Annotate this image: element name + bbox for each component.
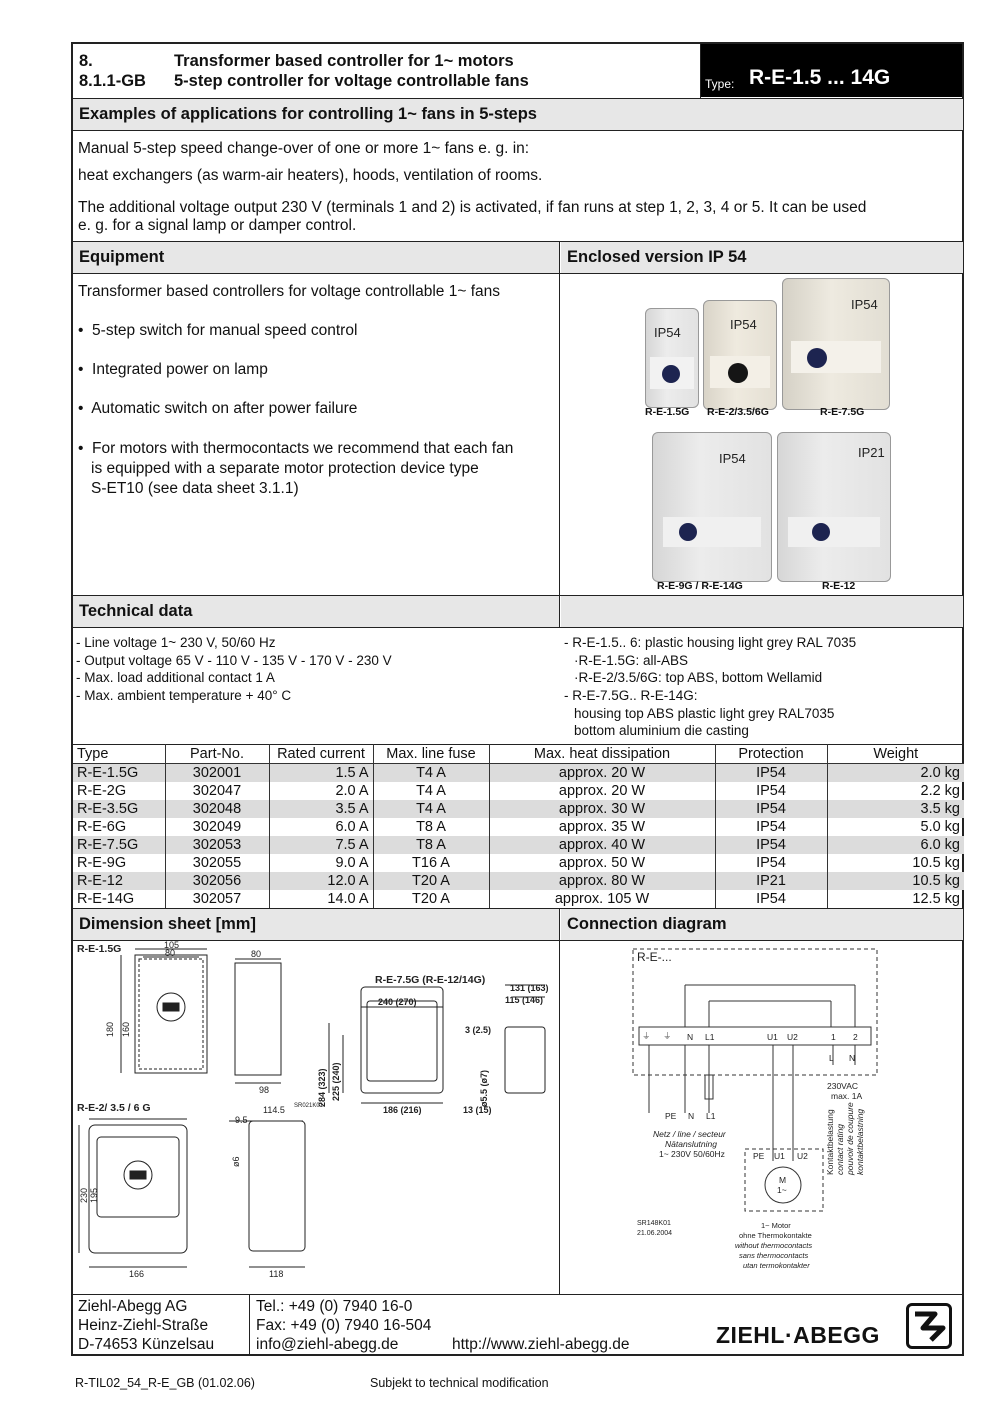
terminal-label: U2 bbox=[787, 1032, 798, 1042]
output-label: N bbox=[849, 1053, 856, 1063]
column-header: Type bbox=[73, 745, 165, 764]
section-number: 8. bbox=[79, 52, 93, 70]
dimension-value: 166 bbox=[129, 1269, 145, 1279]
product-photo-re2g bbox=[703, 300, 777, 410]
company-name: Ziehl-Abegg AG bbox=[78, 1298, 188, 1315]
current-cell: 9.0 A bbox=[269, 854, 373, 872]
tech-right-line: ·R-E-1.5G: all-ABS bbox=[574, 653, 689, 668]
mains-caption: 1~ 230V 50/60Hz bbox=[659, 1149, 725, 1159]
tech-right-line: - R-E-7.5G.. R-E-14G: bbox=[564, 688, 698, 703]
housing-inner bbox=[139, 959, 203, 1069]
current-cell: 12.0 A bbox=[269, 872, 373, 890]
housing-outline bbox=[135, 955, 207, 1073]
contact-rating: 230VAC bbox=[827, 1081, 859, 1091]
tech-left-line: - Max. load additional contact 1 A bbox=[76, 670, 275, 685]
weight-cell: 10.5 kg bbox=[827, 872, 964, 890]
table-row bbox=[73, 890, 964, 908]
fuse-cell: T8 A bbox=[373, 836, 489, 854]
current-cell: 14.0 A bbox=[269, 890, 373, 908]
protection-label: IP54 bbox=[730, 317, 757, 332]
type-cell: R-E-6G bbox=[73, 818, 165, 836]
equipment-bullet: • Automatic switch on after power failure bbox=[78, 400, 358, 417]
tech-left-line: - Output voltage 65 V - 110 V - 135 V - 170 V - 230 V bbox=[76, 653, 392, 668]
contact-rating-vertical: kontaktbelastning bbox=[855, 1108, 865, 1175]
type-cell: R-E-2G bbox=[73, 782, 165, 800]
applications-line-3: The additional voltage output 230 V (terminals 1 and 2) is activated, if fan runs at step 1, 2, 3, 4 or 5. It can be used bbox=[78, 199, 867, 216]
dimension-value: 195 bbox=[89, 1187, 99, 1203]
fuse-cell: T20 A bbox=[373, 890, 489, 908]
document-reference: R-TIL02_54_R-E_GB (01.02.06) bbox=[75, 1376, 255, 1390]
dimension-value: 186 (216) bbox=[383, 1105, 422, 1115]
email-link[interactable]: info@ziehl-abegg.de bbox=[256, 1336, 399, 1353]
drawing-code: SR021K01 bbox=[294, 1103, 324, 1109]
table-row bbox=[73, 836, 964, 854]
protection-cell: IP54 bbox=[715, 782, 827, 800]
mains-caption: Netz / line / secteur bbox=[653, 1129, 726, 1139]
housing-75g-window bbox=[367, 1001, 437, 1081]
column-header: Max. heat dissipation bbox=[489, 745, 715, 764]
motor-caption: sans thermocontacts bbox=[739, 1251, 809, 1260]
dimension-value: 80 bbox=[165, 948, 176, 958]
tech-left-line: - Line voltage 1~ 230 V, 50/60 Hz bbox=[76, 635, 276, 650]
housing-2g-side bbox=[249, 1121, 305, 1251]
applications-line-1: Manual 5-step speed change-over of one or more 1~ fans e. g. in: bbox=[78, 140, 530, 157]
terminal-strip bbox=[639, 1027, 871, 1045]
protection-cell: IP54 bbox=[715, 836, 827, 854]
applications-line-2: heat exchangers (as warm-air heaters), hoods, ventilation of rooms. bbox=[78, 167, 543, 184]
diagram-code: SR148K01 bbox=[637, 1220, 671, 1227]
dimension-value: 105 bbox=[164, 941, 180, 950]
dimension-value: 131 (163) bbox=[510, 983, 549, 993]
contact-rating-vertical: Kontaktbelastung bbox=[825, 1109, 835, 1175]
motor-terminal: U2 bbox=[797, 1151, 808, 1161]
divider bbox=[72, 130, 964, 131]
weight-cell: 10.5 kg bbox=[912, 855, 960, 871]
terminal-label: U1 bbox=[767, 1032, 778, 1042]
heat-cell: approx. 50 W bbox=[489, 854, 715, 872]
product-photo-re12 bbox=[777, 432, 891, 582]
part-number-cell: 302053 bbox=[165, 836, 269, 854]
table-row bbox=[73, 800, 964, 818]
heat-cell: approx. 30 W bbox=[489, 800, 715, 818]
equipment-heading: Equipment bbox=[73, 242, 559, 273]
terminal-label: N bbox=[687, 1032, 694, 1042]
divider bbox=[700, 43, 701, 98]
motor-caption: without thermocontacts bbox=[735, 1241, 813, 1250]
front-plate bbox=[663, 517, 761, 547]
company-street: Heinz-Ziehl-Straße bbox=[78, 1317, 209, 1334]
diagram-date: 21.06.2004 bbox=[637, 1230, 673, 1237]
logo-icon bbox=[906, 1303, 952, 1349]
fuse-cell: T16 A bbox=[373, 854, 489, 872]
dimension-value: 240 (270) bbox=[378, 997, 417, 1007]
mains-caption: Nätanslutning bbox=[665, 1139, 717, 1149]
photo-caption: R-E-9G / R-E-14G bbox=[657, 580, 743, 592]
table-row bbox=[73, 818, 964, 836]
enclosed-heading: Enclosed version IP 54 bbox=[561, 242, 963, 273]
motor-caption: 1~ Motor bbox=[761, 1221, 791, 1230]
housing-side bbox=[235, 963, 281, 1075]
current-cell: 6.0 A bbox=[269, 818, 373, 836]
product-photo-re9g bbox=[652, 432, 772, 582]
fuse-cell: T8 A bbox=[373, 818, 489, 836]
line-label: L1 bbox=[706, 1111, 716, 1121]
current-cell: 7.5 A bbox=[269, 836, 373, 854]
connection-diagram bbox=[561, 941, 963, 1293]
line-label: PE bbox=[665, 1111, 677, 1121]
motor-caption: utan termokontakter bbox=[743, 1261, 810, 1270]
column-header: Max. line fuse bbox=[373, 745, 489, 764]
document-title: 5-step controller for voltage controllable fans bbox=[174, 72, 529, 90]
switch-knob-icon bbox=[679, 523, 697, 541]
tech-right-line: bottom aluminium die casting bbox=[574, 723, 749, 738]
table-row bbox=[73, 764, 964, 783]
contact-rating: max. 1A bbox=[831, 1091, 863, 1101]
terminal-label: L1 bbox=[705, 1032, 715, 1042]
photo-caption: R-E-2/3.5/6G bbox=[707, 406, 769, 418]
tech-right-line: ·R-E-2/3.5/6G: top ABS, bottom Wellamid bbox=[574, 670, 823, 685]
table-row bbox=[73, 782, 964, 800]
fuse-cell: T4 A bbox=[373, 800, 489, 818]
heat-cell: approx. 40 W bbox=[489, 836, 715, 854]
protection-cell: IP54 bbox=[715, 818, 827, 836]
column-header: Weight bbox=[827, 745, 964, 764]
bullet-text: Integrated power on lamp bbox=[92, 361, 268, 378]
fuse-cell: T20 A bbox=[373, 872, 489, 890]
equipment-bullet-cont: is equipped with a separate motor protection device type bbox=[91, 460, 479, 477]
applications-heading: Examples of applications for controlling 1~ fans in 5-steps bbox=[73, 99, 963, 130]
motor-terminal: U1 bbox=[774, 1151, 785, 1161]
part-number-cell: 302056 bbox=[165, 872, 269, 890]
ground-icon: ⏚ bbox=[663, 1031, 672, 1041]
dimension-value: 80 bbox=[251, 949, 262, 959]
protection-label: IP21 bbox=[858, 445, 885, 460]
current-cell: 2.0 A bbox=[269, 782, 373, 800]
dimension-value: 98 bbox=[259, 1085, 270, 1095]
bullet-text: 5-step switch for manual speed control bbox=[92, 322, 358, 339]
line-label: N bbox=[688, 1111, 695, 1121]
switch-knob-icon bbox=[728, 363, 748, 383]
dimension-label: R-E-1.5G bbox=[77, 943, 122, 955]
switch-knob-icon bbox=[812, 523, 830, 541]
dimension-heading: Dimension sheet [mm] bbox=[73, 909, 559, 940]
website-link[interactable]: http://www.ziehl-abegg.de bbox=[452, 1336, 630, 1353]
protection-cell: IP54 bbox=[715, 854, 827, 872]
dimension-value: 3 (2.5) bbox=[465, 1025, 492, 1035]
dimension-value: 13 (15) bbox=[463, 1105, 492, 1115]
type-label: Type: bbox=[705, 77, 735, 91]
current-cell: 1.5 A bbox=[269, 764, 373, 783]
dimension-value: ø5.5 (ø7) bbox=[479, 1069, 489, 1107]
switch-knob-icon bbox=[807, 348, 827, 368]
protection-label: IP54 bbox=[654, 325, 681, 340]
divider bbox=[72, 273, 964, 274]
connection-heading: Connection diagram bbox=[561, 909, 963, 940]
contact-rating-vertical: contact rating bbox=[835, 1123, 845, 1175]
switch-knob-icon bbox=[662, 365, 680, 383]
housing-75g-side bbox=[505, 1027, 545, 1093]
motor-symbol: M bbox=[779, 1175, 787, 1185]
column-header: Rated current bbox=[269, 745, 373, 764]
technical-heading-blank bbox=[561, 596, 963, 627]
tech-right-line: housing top ABS plastic light grey RAL7035 bbox=[574, 706, 835, 721]
divider bbox=[72, 627, 964, 628]
terminal-label: 1 bbox=[831, 1032, 836, 1042]
heat-cell: approx. 105 W bbox=[489, 890, 715, 908]
knob-grip bbox=[163, 1003, 179, 1011]
controller-label: R-E-... bbox=[637, 950, 672, 964]
photo-caption: R-E-7.5G bbox=[820, 406, 865, 418]
equipment-bullet: • 5-step switch for manual speed control bbox=[78, 322, 358, 339]
protection-label: IP54 bbox=[719, 451, 746, 466]
weight-cell: 2.0 kg bbox=[827, 764, 964, 783]
type-cell: R-E-9G bbox=[73, 854, 165, 872]
product-photo-re75g bbox=[782, 278, 890, 410]
type-cell: R-E-14G bbox=[73, 890, 165, 908]
section-title: Transformer based controller for 1~ motors bbox=[174, 52, 514, 70]
phone: Tel.: +49 (0) 7940 16-0 bbox=[256, 1298, 413, 1315]
ground-icon: ⏚ bbox=[642, 1031, 651, 1041]
column-header: Protection bbox=[715, 745, 827, 764]
type-cell: R-E-7.5G bbox=[73, 836, 165, 854]
type-box bbox=[700, 44, 962, 97]
technical-heading: Technical data bbox=[73, 596, 559, 627]
contact-rating-vertical: pouvoir de coupure bbox=[845, 1102, 855, 1175]
protection-cell: IP54 bbox=[715, 764, 827, 783]
weight-cell: 12.5 kg bbox=[912, 891, 960, 907]
company-city: D-74653 Künzelsau bbox=[78, 1336, 215, 1353]
heat-cell: approx. 80 W bbox=[489, 872, 715, 890]
front-plate bbox=[791, 341, 881, 373]
weight-cell: 6.0 kg bbox=[827, 836, 964, 854]
terminal-label: 2 bbox=[853, 1032, 858, 1042]
type-cell: R-E-3.5G bbox=[73, 800, 165, 818]
table-row bbox=[73, 872, 964, 890]
dimension-value: 115 (146) bbox=[505, 995, 544, 1005]
tech-right-line: - R-E-1.5.. 6: plastic housing light grey RAL 7035 bbox=[564, 635, 857, 650]
fuse-cell: T4 A bbox=[373, 782, 489, 800]
dimension-value: 160 bbox=[121, 1021, 131, 1037]
part-number-cell: 302047 bbox=[165, 782, 269, 800]
table-header-row bbox=[73, 745, 964, 764]
protection-cell: IP54 bbox=[715, 800, 827, 818]
dimension-value: ø6 bbox=[231, 1156, 241, 1167]
dimension-value: 114.5 bbox=[263, 1105, 285, 1115]
weight-cell: 3.5 kg bbox=[827, 800, 964, 818]
header-block bbox=[73, 44, 700, 97]
tech-left-line: - Max. ambient temperature + 40° C bbox=[76, 688, 292, 703]
divider bbox=[559, 908, 560, 1294]
part-number-cell: 302048 bbox=[165, 800, 269, 818]
dimension-drawing bbox=[73, 941, 559, 1293]
dimension-label: R-E-7.5G (R-E-12/14G) bbox=[375, 974, 486, 986]
equipment-bullet: • Integrated power on lamp bbox=[78, 361, 268, 378]
front-plate bbox=[788, 517, 880, 547]
weight-cell: 2.2 kg bbox=[920, 783, 960, 799]
protection-cell: IP21 bbox=[715, 872, 827, 890]
current-cell: 3.5 A bbox=[269, 800, 373, 818]
technical-table bbox=[73, 744, 964, 908]
dimension-value: 118 bbox=[269, 1269, 284, 1279]
column-header: Part-No. bbox=[165, 745, 269, 764]
part-number-cell: 302049 bbox=[165, 818, 269, 836]
heat-cell: approx. 35 W bbox=[489, 818, 715, 836]
divider bbox=[249, 1294, 250, 1356]
equipment-bullet: • For motors with thermocontacts we recommend that each fan bbox=[78, 440, 514, 457]
dimension-value: 9.5 bbox=[235, 1115, 248, 1125]
equipment-bullet-cont: S-ET10 (see data sheet 3.1.1) bbox=[91, 480, 299, 497]
dimension-value: 180 bbox=[105, 1021, 115, 1037]
weight-cell: 5.0 kg bbox=[920, 819, 960, 835]
fuse-cell: T4 A bbox=[373, 764, 489, 783]
protection-cell: IP54 bbox=[715, 890, 827, 908]
divider bbox=[72, 1294, 964, 1295]
knob-grip bbox=[130, 1171, 146, 1179]
motor-terminal: PE bbox=[753, 1151, 765, 1161]
document-number: 8.1.1-GB bbox=[79, 72, 146, 90]
part-number-cell: 302055 bbox=[165, 854, 269, 872]
product-photo-re15g bbox=[645, 308, 699, 408]
part-number-cell: 302057 bbox=[165, 890, 269, 908]
motor-symbol: 1~ bbox=[777, 1185, 787, 1195]
protection-label: IP54 bbox=[851, 297, 878, 312]
controller-box bbox=[633, 949, 877, 1075]
motor-caption: ohne Thermokontakte bbox=[739, 1231, 812, 1240]
output-label: L bbox=[829, 1053, 834, 1063]
divider bbox=[559, 241, 560, 627]
fax: Fax: +49 (0) 7940 16-504 bbox=[256, 1317, 432, 1334]
dimension-label: R-E-2/ 3.5 / 6 G bbox=[77, 1102, 151, 1114]
company-logo: ZIEHL·ABEGG bbox=[716, 1322, 880, 1348]
heat-cell: approx. 20 W bbox=[489, 764, 715, 783]
type-cell: R-E-1.5G bbox=[73, 764, 165, 783]
applications-line-4: e. g. for a signal lamp or damper control. bbox=[78, 217, 357, 234]
modification-note: Subjekt to technical modification bbox=[370, 1376, 549, 1390]
bullet-text: Automatic switch on after power failure bbox=[91, 400, 358, 417]
type-cell: R-E-12 bbox=[73, 872, 165, 890]
photo-caption: R-E-1.5G bbox=[645, 406, 690, 418]
dimension-value: 225 (240) bbox=[331, 1062, 341, 1101]
bullet-text: For motors with thermocontacts we recommend that each fan bbox=[92, 440, 514, 457]
equipment-intro: Transformer based controllers for voltage controllable 1~ fans bbox=[78, 283, 501, 300]
photo-caption: R-E-12 bbox=[822, 580, 856, 592]
heat-cell: approx. 20 W bbox=[489, 782, 715, 800]
dimension-value: 284 (323) bbox=[317, 1068, 327, 1107]
dimension-value: 230 bbox=[79, 1187, 89, 1203]
type-value: R-E-1.5 ... 14G bbox=[749, 66, 891, 89]
part-number-cell: 302001 bbox=[165, 764, 269, 783]
table-row bbox=[73, 854, 964, 872]
